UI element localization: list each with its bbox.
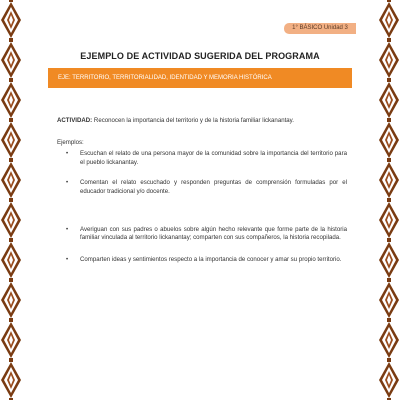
eje-bar: EJE: TERRITORIO, TERRITORIALIDAD, IDENTIDAD Y MEMORIA HISTÓRICA xyxy=(48,68,352,88)
grade-unit-badge: 1° BÁSICO Unidad 3 xyxy=(284,23,356,34)
bullet-icon: • xyxy=(66,226,69,233)
ejemplos-label: Ejemplos: xyxy=(57,138,84,146)
actividad-label: ACTIVIDAD: xyxy=(57,117,93,124)
list-item-text: Comparten ideas y sentimientos respecto a la importancia de conocer y amar su propio territorio. xyxy=(80,255,342,263)
list-item xyxy=(57,256,347,265)
bullet-icon: • xyxy=(66,151,69,158)
list-item xyxy=(57,179,347,196)
bullet-icon: • xyxy=(66,256,69,263)
actividad-text: Reconocen la importancia del territorio y de la historia familiar lickanantay. xyxy=(92,117,294,124)
page-title: EJEMPLO DE ACTIVIDAD SUGERIDA DEL PROGRAMA xyxy=(80,51,320,61)
list-item-text: Comentan el relato escuchado y responden preguntas de comprensión formuladas por el educador tradicional y/o docente. xyxy=(80,179,347,195)
bullet-icon: • xyxy=(66,180,69,187)
list-item-text: Escuchan el relato de una persona mayor de la comunidad sobre la importancia del territorio para el pueblo lickanantay. xyxy=(80,150,347,166)
list-item xyxy=(57,226,347,243)
actividad-paragraph xyxy=(57,117,347,126)
list-item xyxy=(57,150,347,167)
ejemplos-list xyxy=(57,150,347,264)
list-item-text: Averiguan con sus padres o abuelos sobre algún hecho relevante que forme parte de la historia familiar vinculada al territorio lickanantay; comparten con sus compañeros, la historia recopilada. xyxy=(80,225,347,242)
activity-content xyxy=(57,117,347,264)
